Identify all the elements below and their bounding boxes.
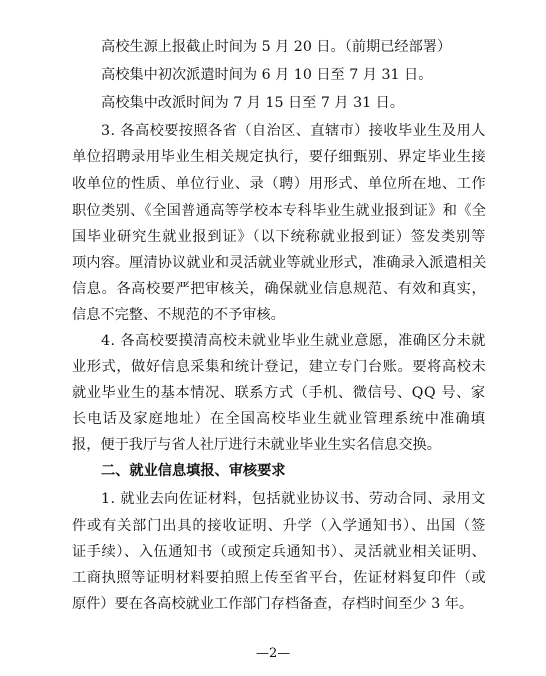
text-line: 件或有关部门出具的接收证明、升学（入学通知书）、出国（签 [72, 518, 487, 534]
text-line: 1. 就业去向佐证材料，包括就业协议书、劳动合同、录用文 [101, 491, 486, 507]
text-line: 4. 各高校要摸清高校未就业毕业生就业意愿，准确区分未就 [101, 333, 486, 349]
text-line: 业形式，做好信息采集和统计登记，建立专门台账。要将高校未 [72, 359, 487, 375]
text-line: 报，便于我厅与省人社厅进行未就业毕业生实名信息交换。 [72, 437, 441, 453]
text-line: 项内容。厘清协议就业和灵活就业等就业形式，准确录入派遣相关 [72, 255, 487, 271]
text-line: 信息不完整、不规范的不予审核。 [72, 307, 285, 323]
text-line: 就业毕业生的基本情况、联系方式（手机、微信号、QQ 号、家 [72, 385, 486, 401]
text-line: 工商执照等证明材料要拍照上传至省平台，佐证材料复印件（或 [72, 570, 487, 586]
text-line: 国毕业研究生就业报到证》（以下统称就业报到证）签发类别等 [72, 229, 487, 245]
text-line: 职位类别、《全国普通高等学校本专科毕业生就业报到证》和《全 [72, 203, 487, 219]
text-line: 单位招聘录用毕业生相关规定执行，要仔细甄别、界定毕业生接 [72, 149, 487, 165]
text-line: 原件）要在各高校就业工作部门存档备查，存档时间至少 3 年。 [72, 596, 474, 612]
text-line: 长电话及家庭地址）在全国高校毕业生就业管理系统中准确填 [72, 411, 487, 427]
text-line: 收单位的性质、单位行业、录（聘）用形式、单位所在地、工作 [72, 176, 487, 192]
page-number: —2— [256, 646, 291, 661]
text-line: 3. 各高校要按照各省（自治区、直辖市）接收毕业生及用人 [101, 123, 486, 139]
text-line: 高校集中改派时间为 7 月 15 日至 7 月 31 日。 [101, 95, 405, 111]
text-line: 高校集中初次派遣时间为 6 月 10 日至 7 月 31 日。 [101, 67, 433, 83]
text-line: 证手续）、入伍通知书（或预定兵通知书）、灵活就业相关证明、 [72, 544, 487, 560]
text-line: 信息。各高校要严把审核关，确保就业信息规范、有效和真实， [72, 281, 487, 297]
text-line: 高校生源上报截止时间为 5 月 20 日。（前期已经部署） [101, 39, 452, 55]
section-heading: 二、就业信息填报、审核要求 [101, 463, 286, 479]
